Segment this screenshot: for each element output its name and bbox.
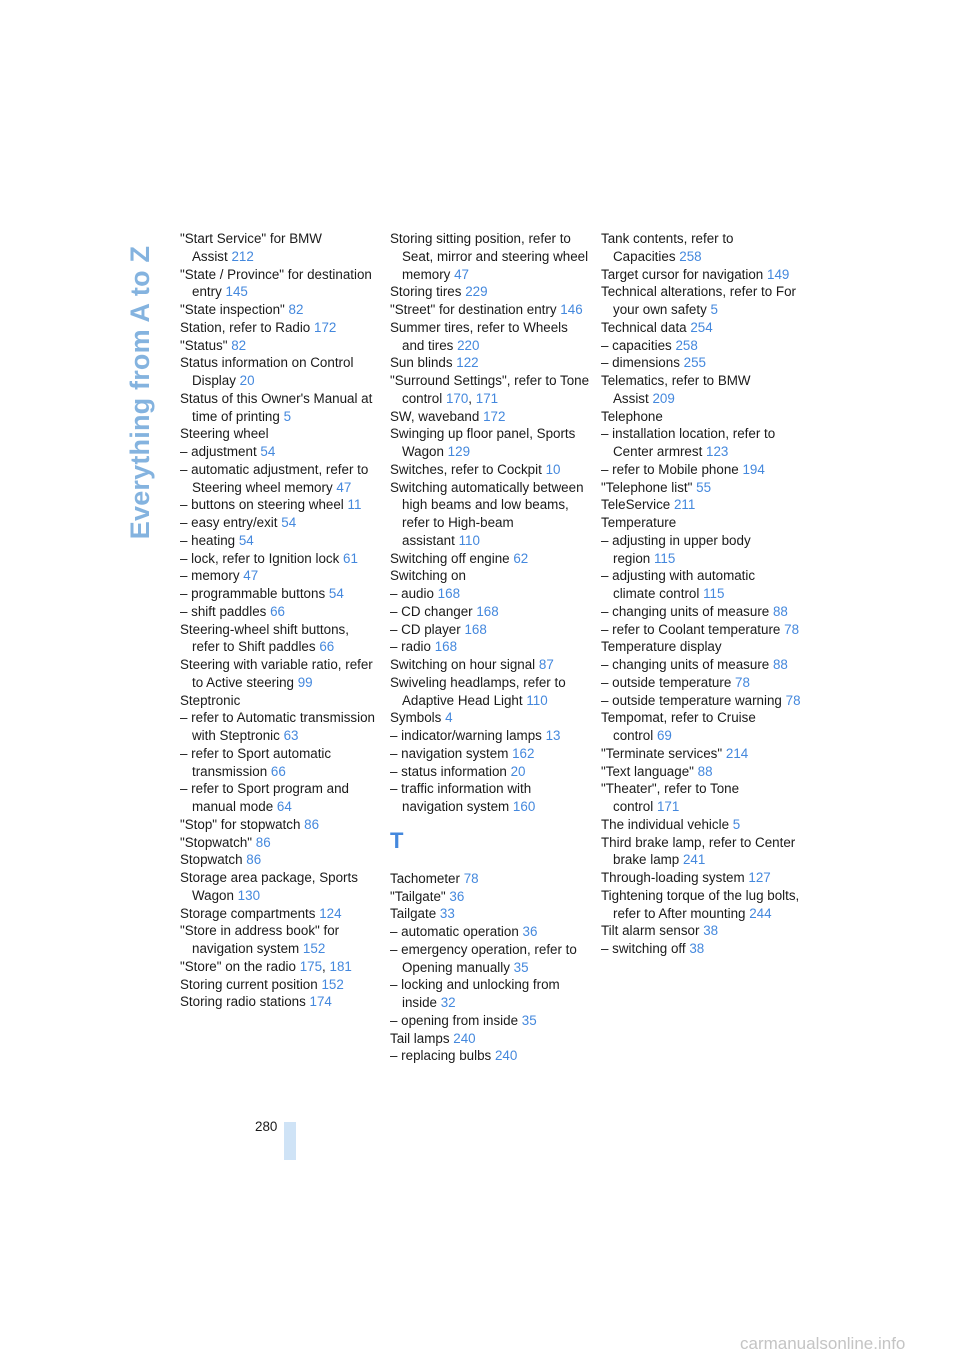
page-link[interactable]: 47	[454, 266, 469, 282]
page-link[interactable]: 172	[314, 319, 337, 335]
entry-text: – refer to Automatic transmission with Steptronic	[180, 710, 375, 743]
entry-text: "Start Service" for BMW Assist	[180, 231, 322, 264]
page-link[interactable]: 220	[457, 337, 480, 353]
page-link[interactable]: 110	[526, 692, 548, 708]
index-entry	[180, 550, 380, 568]
entry-text: – CD changer	[390, 603, 473, 619]
page-link[interactable]: 35	[513, 959, 529, 975]
entry-text: Tailgate	[390, 906, 437, 922]
index-entry	[390, 923, 590, 941]
entry-text: – shift paddles	[180, 603, 267, 619]
entry-text: – refer to Mobile phone	[601, 461, 739, 477]
index-entry	[601, 567, 801, 603]
index-entry	[601, 319, 801, 337]
entry-text: Storing current position	[180, 976, 318, 992]
entry-text: – refer to Sport automatic transmission	[180, 745, 332, 779]
index-entry	[390, 941, 590, 977]
page-link[interactable]: 115	[703, 586, 725, 601]
index-entry	[180, 905, 380, 923]
entry-text: Tilt alarm sensor	[601, 923, 700, 939]
entry-text: Steering-wheel shift buttons, refer to Shift paddles	[180, 621, 349, 655]
entry-text: "Theater", refer to Tone control	[601, 781, 740, 814]
index-entry	[390, 780, 590, 816]
page-link[interactable]: 88	[697, 763, 713, 779]
page-link[interactable]: 194	[742, 461, 765, 477]
entry-text: "State / Province" for destination entry	[180, 266, 372, 300]
entry-text: Steering wheel	[180, 426, 269, 442]
index-entry	[601, 425, 801, 461]
page-link[interactable]: 86	[246, 852, 262, 868]
page-link[interactable]: 11	[347, 497, 362, 513]
entry-text: Through-loading system	[601, 870, 745, 885]
page-link[interactable]: 149	[767, 266, 790, 282]
index-entry	[601, 354, 801, 372]
entry-text: "Surround Settings", refer to Tone control	[390, 373, 590, 406]
page-link[interactable]: 13	[545, 728, 561, 743]
entry-text: "Telephone list"	[601, 479, 693, 495]
index-entry	[601, 692, 801, 710]
index-entry	[180, 514, 380, 532]
entry-text: Steering with variable ratio, refer to Active steering	[180, 657, 373, 690]
index-entry	[390, 709, 590, 727]
page-link[interactable]: 88	[772, 657, 788, 672]
index-entry	[180, 709, 380, 745]
entry-text: Summer tires, refer to Wheels and tires	[390, 319, 568, 353]
entry-text: – traffic information with navigation system	[390, 781, 532, 814]
page-link[interactable]: 55	[696, 479, 712, 495]
entry-text: Status information on Control Display	[180, 355, 354, 388]
page-link[interactable]: 47	[243, 568, 259, 584]
page-link[interactable]: 20	[239, 373, 255, 388]
index-column-1	[180, 230, 380, 1011]
index-entry	[180, 443, 380, 461]
page-link[interactable]: 170	[445, 390, 469, 406]
index-entry	[390, 408, 590, 426]
side-title	[124, 232, 158, 552]
entry-text: SW, waveband	[390, 408, 480, 424]
page-link[interactable]: 211	[673, 497, 696, 513]
page-link[interactable]: 181	[329, 958, 352, 974]
entry-text: "Stop" for stopwatch	[180, 816, 301, 832]
index-entry	[601, 816, 801, 834]
page-link[interactable]: 146	[560, 302, 583, 317]
index-entry	[601, 283, 801, 319]
entry-text: Switches, refer to Cockpit	[390, 461, 542, 477]
index-entry	[390, 745, 590, 763]
page-link[interactable]: 214	[725, 745, 749, 761]
page-link[interactable]: 171	[475, 390, 499, 406]
entry-text: "Text language"	[601, 763, 694, 779]
index-entry	[180, 354, 380, 390]
page-link[interactable]: 36	[522, 924, 538, 939]
page-link[interactable]: 20	[510, 763, 526, 779]
page-link[interactable]: 78	[785, 692, 801, 708]
page-link[interactable]: 63	[283, 728, 299, 743]
entry-text: – buttons on steering wheel	[180, 497, 344, 513]
entry-text: The individual vehicle	[601, 816, 730, 832]
page-link[interactable]: 122	[456, 355, 479, 371]
entry-text: – heating	[180, 532, 236, 548]
entry-text: Station, refer to Radio	[180, 319, 311, 335]
entry-text: – indicator/warning lamps	[390, 728, 542, 743]
index-entry	[601, 656, 801, 674]
entry-text: Technical alterations, refer to For your own safety	[601, 284, 796, 317]
page-link[interactable]: 240	[494, 1048, 518, 1064]
index-entry	[601, 230, 801, 266]
entry-text: – replacing bulbs	[390, 1048, 492, 1064]
page-link[interactable]: 258	[675, 337, 698, 353]
index-entry	[390, 479, 590, 550]
entry-text: Tempomat, refer to Cruise control	[601, 710, 756, 743]
index-entry	[180, 834, 380, 852]
index-entry	[180, 780, 380, 816]
entry-text: – CD player	[390, 621, 461, 637]
page-link[interactable]: 64	[276, 799, 292, 814]
index-entry	[601, 514, 801, 532]
entry-text: "Terminate services"	[601, 745, 723, 761]
index-entry	[601, 940, 801, 958]
page-link[interactable]: 78	[784, 621, 800, 637]
page-link[interactable]: 82	[231, 337, 247, 353]
entry-text: Telephone	[601, 408, 663, 424]
index-entry	[390, 656, 590, 674]
entry-text: – outside temperature	[601, 674, 732, 690]
index-entry	[390, 461, 590, 479]
index-entry: "Surround Settings", refer to Tone control 170, 171	[390, 373, 590, 406]
page-link[interactable]: 66	[270, 603, 285, 619]
entry-text: – switching off	[601, 941, 686, 956]
page-link[interactable]: 47	[336, 479, 352, 495]
entry-text: Tank contents, refer to Capacities	[601, 231, 734, 264]
page-link[interactable]: 69	[656, 728, 672, 743]
index-entry	[601, 266, 801, 284]
entry-text: Temperature	[601, 515, 677, 530]
page-link[interactable]: 36	[449, 888, 465, 904]
index-entry	[601, 621, 801, 639]
index-entry	[390, 230, 590, 283]
index-entry	[601, 780, 801, 816]
page-link[interactable]: 86	[304, 816, 320, 832]
entry-text: Storage compartments	[180, 905, 316, 921]
index-entry	[601, 869, 801, 887]
page-link[interactable]: 129	[447, 444, 471, 459]
page-link[interactable]: 241	[682, 852, 706, 868]
index-entry	[180, 869, 380, 905]
index-entry	[601, 372, 801, 408]
page-marker-bar	[284, 1122, 296, 1160]
entry-text: Tightening torque of the lug bolts, refer to After mounting	[601, 887, 800, 921]
page-link[interactable]: 124	[319, 905, 342, 921]
page-link[interactable]: 5	[732, 816, 741, 832]
index-entry	[601, 337, 801, 355]
index-entry	[180, 976, 380, 994]
index-entry	[180, 301, 380, 319]
entry-text: – adjustment	[180, 444, 257, 459]
page-link[interactable]: 5	[710, 302, 718, 317]
page-link[interactable]: 54	[238, 532, 254, 548]
index-entry	[601, 709, 801, 745]
page-number: 280	[255, 1119, 278, 1134]
entry-text: TeleService	[601, 497, 671, 513]
entry-text: – radio	[390, 639, 431, 655]
entry-text: – audio	[390, 586, 434, 601]
entry-text: "Stopwatch"	[180, 834, 253, 850]
entry-text: – navigation system	[390, 745, 509, 761]
index-entry	[180, 816, 380, 834]
entry-text: Temperature display	[601, 639, 722, 655]
page-link[interactable]: 160	[512, 799, 536, 814]
page-link[interactable]: 258	[679, 248, 702, 264]
entry-text: – lock, refer to Ignition lock	[180, 550, 340, 566]
page-link[interactable]: 99	[297, 674, 313, 690]
entry-text: Switching on	[390, 568, 466, 584]
index-entry	[390, 870, 590, 888]
page-link[interactable]: 32	[440, 995, 456, 1010]
index-entry	[180, 656, 380, 692]
page-link[interactable]: 174	[309, 994, 332, 1010]
entry-text: – outside temperature warning	[601, 692, 782, 708]
index-entry	[390, 603, 590, 621]
index-entry	[390, 283, 590, 301]
entry-text: – memory	[180, 568, 240, 584]
page-link[interactable]: 127	[748, 870, 771, 885]
index-entry	[390, 674, 590, 710]
entry-text: – changing units of measure	[601, 657, 770, 672]
entry-text: – automatic operation	[390, 924, 519, 939]
entry-text: – emergency operation, refer to Opening manually	[390, 941, 577, 975]
index-entry	[390, 567, 590, 585]
page-link[interactable]: 115	[653, 550, 676, 566]
page-link[interactable]: 175	[299, 958, 323, 974]
index-entry	[601, 496, 801, 514]
entry-text: "Street" for destination entry	[390, 302, 557, 317]
page-link[interactable]: 66	[319, 639, 335, 655]
index-entry	[180, 603, 380, 621]
page-link[interactable]: 168	[434, 639, 458, 655]
index-entry	[601, 834, 801, 870]
page-link[interactable]: 78	[463, 870, 479, 886]
page-link[interactable]: 145	[225, 284, 248, 300]
entry-text: "Tailgate"	[390, 888, 446, 904]
entry-text: – programmable buttons	[180, 586, 326, 601]
page-link[interactable]: 209	[652, 390, 675, 406]
page-link[interactable]: 229	[465, 284, 488, 300]
index-entry	[601, 461, 801, 479]
page-link[interactable]: 33	[439, 906, 455, 922]
entry-text: Swinging up floor panel, Sports Wagon	[390, 426, 576, 459]
entry-text: – dimensions	[601, 355, 680, 371]
page-link[interactable]: 152	[302, 941, 326, 956]
watermark: carmanualsonline.info	[740, 1334, 906, 1353]
section-heading: T	[390, 827, 404, 853]
page-link[interactable]: 5	[283, 408, 292, 424]
entry-text: – installation location, refer to Center armrest	[601, 426, 776, 459]
entry-text: Stopwatch	[180, 852, 243, 868]
entry-text: Target cursor for navigation	[601, 266, 764, 282]
page-link[interactable]: 54	[328, 586, 344, 601]
page-link[interactable]: 62	[513, 550, 529, 566]
entry-text: Storing sitting position, refer to Seat, mirror and steering wheel memory	[390, 231, 589, 282]
entry-text: – changing units of measure	[601, 603, 770, 619]
entry-text: Technical data	[601, 319, 687, 335]
page-link[interactable]: 244	[749, 905, 772, 921]
index-entry	[180, 621, 380, 657]
entry-text: – refer to Sport program and manual mode	[180, 781, 349, 814]
entry-text: Storage area package, Sports Wagon	[180, 870, 358, 903]
page-link[interactable]: 168	[464, 621, 487, 637]
index-entry	[390, 905, 590, 923]
index-entry: "Store" on the radio 175, 181	[180, 958, 352, 974]
page-link[interactable]: 10	[545, 461, 561, 477]
index-column-3	[601, 230, 801, 958]
index-entry	[180, 585, 380, 603]
page-link[interactable]: 4	[445, 710, 453, 726]
index-entry	[180, 230, 380, 266]
index-entry	[601, 408, 801, 426]
entry-text: – locking and unlocking from inside	[390, 977, 560, 1010]
page-link[interactable]: 87	[538, 657, 554, 672]
index-entry	[180, 337, 380, 355]
entry-text: Tachometer	[390, 870, 460, 886]
page-link[interactable]: 168	[437, 586, 461, 601]
entry-text: Symbols	[390, 710, 442, 726]
index-entry	[390, 425, 590, 461]
page-link[interactable]: 172	[483, 408, 506, 424]
index-entry	[180, 319, 380, 337]
index-entry	[390, 1012, 590, 1030]
page-link[interactable]: 35	[521, 1012, 537, 1028]
entry-text: Storing tires	[390, 284, 462, 300]
index-entry	[390, 621, 590, 639]
entry-text: – status information	[390, 763, 507, 779]
entry-text: Steptronic	[180, 692, 241, 708]
page-link[interactable]: 110	[458, 532, 480, 548]
index-entry	[390, 888, 590, 906]
index-entry	[601, 638, 801, 656]
entry-text: "Store in address book" for navigation system	[180, 923, 340, 956]
page-link[interactable]: 54	[281, 515, 297, 530]
index-entry	[390, 319, 590, 355]
entry-text: – adjusting with automatic climate control	[601, 568, 756, 601]
page-link[interactable]: 255	[683, 355, 706, 371]
index-entry	[601, 887, 801, 923]
entry-text: Storing radio stations	[180, 994, 306, 1010]
entry-text: "Store" on the radio	[180, 958, 296, 974]
page-link[interactable]: 123	[706, 444, 729, 459]
index-column-2	[390, 230, 590, 1065]
side-title-text: Everything from A to Z	[125, 245, 156, 539]
index-entry	[180, 425, 380, 443]
index-entry	[180, 461, 380, 497]
entry-text: – automatic adjustment, refer to Steering wheel memory	[180, 461, 369, 495]
page-link[interactable]: 66	[270, 763, 286, 779]
index-entry	[390, 727, 590, 745]
page-link[interactable]: 240	[453, 1030, 476, 1046]
entry-text: – opening from inside	[390, 1012, 519, 1028]
entry-text: – refer to Coolant temperature	[601, 621, 781, 637]
entry-text: Switching automatically between high beams and low beams, refer to High-beam assistant	[390, 479, 584, 548]
index-entry	[601, 479, 801, 497]
page-link[interactable]: 130	[237, 887, 261, 903]
index-entry	[390, 638, 590, 656]
page-link[interactable]: 168	[476, 603, 499, 619]
index-entry	[601, 603, 801, 621]
page-link[interactable]: 254	[690, 319, 713, 335]
entry-text: Sun blinds	[390, 355, 453, 371]
page-link[interactable]: 61	[343, 550, 358, 566]
index-entry	[180, 567, 380, 585]
page-link[interactable]: 171	[656, 799, 680, 814]
entry-text: Switching off engine	[390, 550, 510, 566]
index-entry	[390, 1030, 590, 1048]
index-entry	[180, 692, 380, 710]
index-entry	[390, 976, 590, 1012]
index-entry	[180, 993, 380, 1011]
index-entry	[390, 301, 590, 319]
entry-text: – easy entry/exit	[180, 515, 278, 530]
page-link[interactable]: 38	[689, 941, 705, 956]
index-entry	[180, 532, 380, 550]
index-entry	[180, 922, 380, 958]
page-link[interactable]: 78	[735, 674, 750, 690]
index-entry	[601, 532, 801, 568]
entry-text: – capacities	[601, 337, 672, 353]
index-entry	[180, 745, 380, 781]
page-link[interactable]: 152	[321, 976, 344, 992]
entry-text: Switching on hour signal	[390, 657, 536, 672]
page-link[interactable]: 54	[260, 444, 276, 459]
page-link[interactable]: 162	[512, 745, 535, 761]
index-entry	[180, 266, 380, 302]
index-entry	[601, 922, 801, 940]
index-entry	[601, 745, 801, 763]
entry-text: – adjusting in upper body region	[601, 532, 751, 566]
entry-text: Telematics, refer to BMW Assist	[601, 373, 751, 406]
index-entry	[180, 496, 380, 514]
entry-text: Status of this Owner's Manual at time of printing	[180, 390, 373, 424]
entry-text: "State inspection"	[180, 302, 285, 317]
page-link[interactable]: 86	[255, 834, 271, 850]
index-entry	[390, 763, 590, 781]
page-link[interactable]: 82	[288, 302, 304, 317]
index-entry	[390, 585, 590, 603]
entry-text: "Status"	[180, 337, 228, 353]
page-link[interactable]: 212	[231, 248, 254, 264]
page-link[interactable]: 88	[772, 603, 788, 619]
entry-text: Third brake lamp, refer to Center brake lamp	[601, 834, 796, 868]
page-link[interactable]: 38	[703, 923, 719, 939]
index-entry	[180, 851, 380, 869]
entry-text: Tail lamps	[390, 1030, 450, 1046]
index-entry	[601, 674, 801, 692]
index-entry	[390, 354, 590, 372]
index-entry	[180, 390, 380, 426]
index-entry	[390, 550, 590, 568]
entry-text: Swiveling headlamps, refer to Adaptive Head Light	[390, 674, 566, 708]
index-entry	[601, 763, 801, 781]
index-entry	[390, 1047, 590, 1065]
